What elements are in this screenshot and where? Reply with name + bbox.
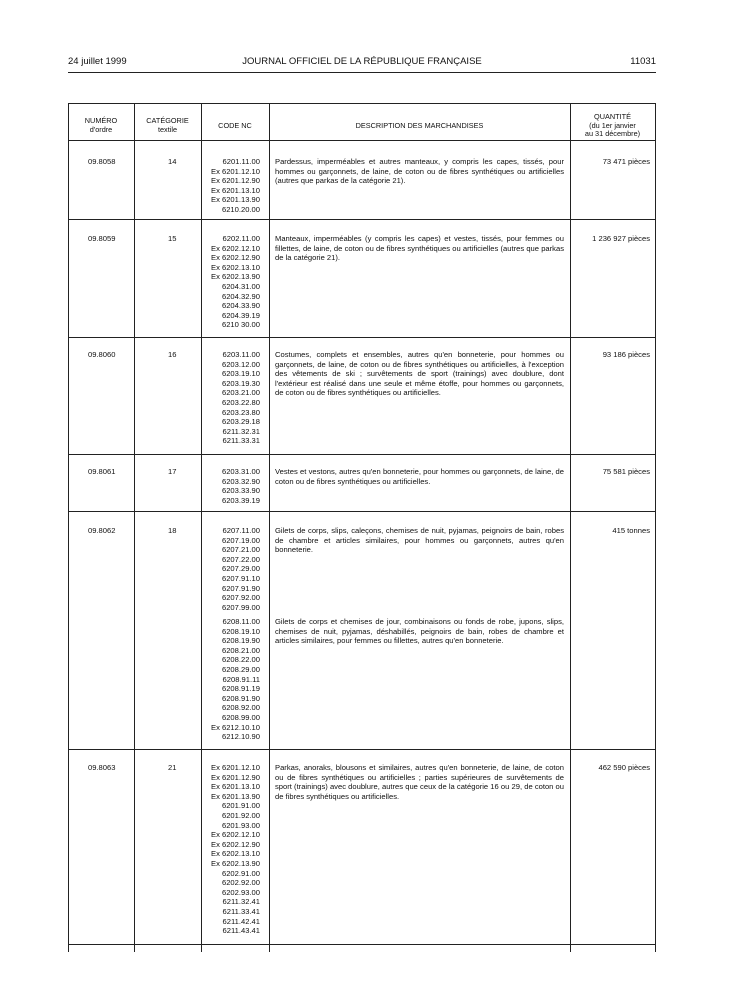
row-quantite: 75 581 pièces (602, 467, 650, 476)
row-categorie: 18 (168, 526, 177, 535)
row-codes (210, 467, 260, 505)
row-description: Costumes, complets et ensembles, autres qu'en bonneterie, pour hommes ou garçonnets, de laine, de coton ou de fibres synthétiques ou artificielles, à l'exception des vêtements de ski ; survêtements de sport (trainings) avec doublure, dont l'extérieur est réalisé dans une seule et même étoffe, pour hommes ou garçonnets, de coton ou de fibres synthétiques ou artificielles. (275, 350, 564, 398)
nc-code: 6207.91.10 (221, 573, 260, 583)
row-categorie: 21 (168, 763, 177, 772)
nc-code: 6203.33.90 (221, 486, 260, 496)
nc-code: 6203.19.30 (221, 378, 260, 388)
header-code: CODE NC (218, 121, 252, 130)
header-rule (68, 72, 656, 73)
row-description: Manteaux, imperméables (y compris les capes) et vestes, tissés, pour femmes ou fillettes, de laine, de coton ou de fibres synthétiques ou artificielles (autres que parkas de la catégorie 21). (275, 234, 564, 263)
row-separator (68, 454, 656, 455)
nc-code: 6208.91.11 (222, 674, 260, 684)
row-categorie: 16 (168, 350, 177, 359)
page-number: 11031 (630, 56, 656, 67)
row-separator (68, 219, 656, 220)
table-border-right (655, 104, 656, 952)
header-separator (68, 140, 656, 141)
row-separator (68, 749, 656, 750)
nc-code: 6208.19.10 (221, 626, 260, 636)
nc-code: 6211.32.31 (222, 426, 260, 436)
nc-code: Ex 6202.12.90 (211, 839, 260, 849)
row-description-group2: Gilets de corps et chemises de jour, combinaisons ou fonds de robe, jupons, slips, chemises de nuit, pyjamas, déshabillés, peignoirs de bain, robes de chambre et articles similaires, pour femmes ou fillettes, autres qu'en bonneterie. (275, 617, 564, 646)
nc-code: 6203.12.00 (221, 359, 260, 369)
nc-code: 6201.91.00 (221, 801, 260, 811)
nc-code: 6204.39.19 (221, 310, 260, 320)
nc-code: 6210 30.00 (221, 320, 260, 330)
nc-code: 6208.92.00 (221, 703, 260, 713)
nc-code: 6202.11.00 (222, 234, 260, 243)
row-numero: 09.8061 (88, 467, 116, 476)
header-description: DESCRIPTION DES MARCHANDISES (355, 121, 484, 130)
header-quantite (570, 113, 655, 139)
nc-code: Ex 6202.12.10 (211, 243, 260, 253)
header-categorie (134, 117, 201, 134)
nc-code: Ex 6202.13.10 (211, 262, 260, 272)
merchandise-table (68, 103, 656, 952)
row-categorie: 17 (168, 467, 177, 476)
nc-code: 6203.23.80 (221, 407, 260, 417)
nc-code: 6212.10.90 (221, 732, 260, 742)
row-codes (210, 157, 260, 215)
nc-code: 6211.42.41 (222, 916, 260, 926)
nc-code: 6202.91.00 (221, 868, 260, 878)
nc-code: Ex 6201.13.10 (211, 782, 260, 792)
nc-code: Ex 6201.12.90 (211, 176, 260, 186)
row-quantite: 93 186 pièces (602, 350, 650, 359)
row-categorie: 15 (168, 234, 177, 243)
nc-code: 6201.93.00 (221, 820, 260, 830)
nc-code: 6203.22.80 (221, 397, 260, 407)
nc-code: 6207.99.00 (221, 602, 260, 612)
nc-code: Ex 6201.13.10 (211, 185, 260, 195)
nc-code: Ex 6201.12.90 (211, 772, 260, 782)
header-numero-line1: NUMÉRO (84, 116, 118, 125)
header-numero (68, 117, 134, 134)
nc-code: 6211.33.31 (222, 436, 260, 446)
nc-code: 6203.21.00 (221, 388, 260, 398)
nc-code: Ex 6202.13.90 (211, 858, 260, 868)
nc-code: 6208.91.19 (221, 684, 260, 694)
nc-code: Ex 6202.12.90 (211, 253, 260, 263)
nc-code: 6201.92.00 (221, 810, 260, 820)
nc-code: Ex 6201.13.90 (211, 195, 260, 205)
row-quantite: 415 tonnes (612, 526, 650, 535)
row-numero: 09.8063 (88, 763, 116, 772)
nc-code: 6201.11.00 (222, 157, 260, 166)
nc-code: 6203.32.90 (221, 476, 260, 486)
header-quantite-line1: QUANTITÉ (594, 112, 631, 121)
nc-code: 6203.29.18 (221, 417, 260, 427)
header-categorie-line1: CATÉGORIE (146, 116, 189, 125)
nc-code: 6202.93.00 (221, 887, 260, 897)
row-separator (68, 511, 656, 512)
header-numero-line2: d'ordre (89, 124, 113, 134)
nc-code: Ex 6201.12.10 (211, 166, 260, 176)
nc-code: 6207.91.90 (221, 583, 260, 593)
nc-code: 6208.29.00 (221, 664, 260, 674)
row-quantite: 73 471 pièces (602, 157, 650, 166)
header-categorie-line2: textile (157, 124, 178, 134)
row-codes (210, 350, 260, 446)
row-numero: 09.8060 (88, 350, 116, 359)
column-divider (269, 104, 270, 952)
row-numero: 09.8059 (88, 234, 116, 243)
nc-code: 6208.11.00 (222, 617, 260, 626)
nc-code: Ex 6212.10.10 (211, 722, 260, 732)
nc-code: Ex 6202.13.10 (211, 849, 260, 859)
nc-code: 6203.31.00 (221, 467, 260, 476)
row-description: Parkas, anoraks, blousons et similaires, autres qu'en bonneterie, de laine, de coton ou de fibres synthétiques ou artificielles ; parties supérieures de survêtements de sport (trainings) avec doublure, autres que ceux de la catégorie 16 ou 29, de coton ou de fibres synthétiques ou artificielles. (275, 763, 564, 801)
nc-code: 6207.19.00 (221, 535, 260, 545)
nc-code: Ex 6202.12.10 (211, 830, 260, 840)
nc-code: 6204.32.90 (221, 291, 260, 301)
row-categorie: 14 (168, 157, 177, 166)
row-codes-group2 (210, 617, 260, 742)
page-header (68, 55, 656, 69)
column-divider (134, 104, 135, 952)
row-quantite: 462 590 pièces (598, 763, 650, 772)
nc-code: 6204.33.90 (221, 301, 260, 311)
nc-code: 6207.21.00 (221, 545, 260, 555)
row-numero: 09.8058 (88, 157, 116, 166)
nc-code: 6208.22.00 (221, 655, 260, 665)
nc-code: 6208.21.00 (221, 645, 260, 655)
nc-code: 6202.92.00 (221, 878, 260, 888)
nc-code: 6211.32.41 (222, 897, 260, 907)
nc-code: 6207.11.00 (222, 526, 260, 535)
nc-code: 6210.20.00 (221, 204, 260, 214)
nc-code: 6207.22.00 (221, 554, 260, 564)
nc-code: 6211.33.41 (222, 906, 260, 916)
row-separator (68, 944, 656, 945)
nc-code: 6207.92.00 (221, 593, 260, 603)
table-border-left (68, 104, 69, 952)
nc-code: 6208.99.00 (221, 712, 260, 722)
row-codes (210, 526, 260, 612)
header-quantite-line3: au 31 décembre) (584, 129, 641, 139)
header-quantite-line2: (du 1er janvier (589, 120, 636, 130)
row-codes (210, 234, 260, 330)
row-description: Vestes et vestons, autres qu'en bonneterie, pour hommes ou garçonnets, de laine, de coton ou de fibres synthétiques ou artificielles. (275, 467, 564, 486)
row-numero: 09.8062 (88, 526, 116, 535)
column-divider (201, 104, 202, 952)
row-description: Gilets de corps, slips, caleçons, chemises de nuit, pyjamas, peignoirs de bain, robes de chambre et articles similaires, pour hommes ou garçonnets, autres qu'en bonneterie. (275, 526, 564, 555)
nc-code: 6203.39.19 (221, 495, 260, 505)
nc-code: Ex 6202.13.90 (211, 272, 260, 282)
nc-code: 6203.11.00 (222, 350, 260, 359)
nc-code: 6208.19.90 (221, 636, 260, 646)
nc-code: 6207.29.00 (221, 564, 260, 574)
row-separator (68, 337, 656, 338)
nc-code: Ex 6201.12.10 (211, 763, 260, 772)
nc-code: Ex 6201.13.90 (211, 791, 260, 801)
nc-code: 6203.19.10 (221, 369, 260, 379)
journal-title: JOURNAL OFFICIEL DE LA RÉPUBLIQUE FRANÇAISE (242, 56, 482, 67)
nc-code: 6208.91.90 (221, 693, 260, 703)
nc-code: 6211.43.41 (222, 926, 260, 936)
row-description: Pardessus, imperméables et autres manteaux, y compris les capes, tissés, pour hommes ou garçonnets, de laine, de coton ou de fibres synthétiques ou artificielles (autres que parkas de la catégorie 21). (275, 157, 564, 186)
row-quantite: 1 236 927 pièces (592, 234, 650, 243)
nc-code: 6204.31.00 (221, 281, 260, 291)
publication-date: 24 juillet 1999 (68, 56, 127, 67)
row-codes (210, 763, 260, 936)
